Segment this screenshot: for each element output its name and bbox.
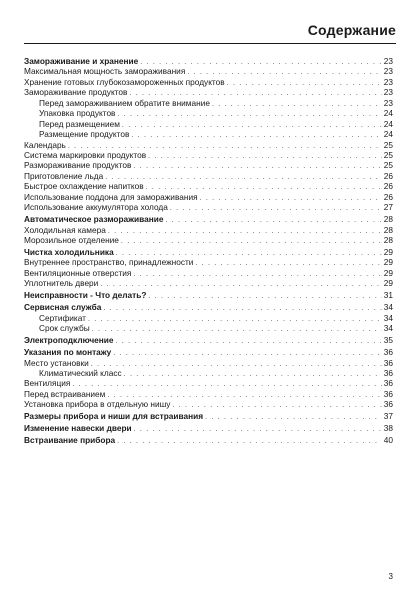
toc-entry-page: 35: [383, 335, 393, 346]
toc-entry-page: 25: [383, 139, 393, 150]
dot-leader: [113, 349, 381, 357]
toc-entry-label: Вентиляция: [24, 378, 71, 389]
dot-leader: [122, 121, 382, 129]
toc-entry-page: 26: [383, 170, 393, 181]
dot-leader: [170, 204, 382, 212]
toc-entry-label: Неисправности - Что делать?: [24, 290, 147, 301]
toc-entry[interactable]: [24, 347, 393, 357]
toc-entry-label: Приготовление льда: [24, 170, 104, 181]
dot-leader: [117, 110, 381, 118]
toc-entry-label: Изменение навески двери: [24, 423, 132, 434]
toc-entry-page: 31: [383, 290, 393, 301]
toc-entry[interactable]: [24, 423, 393, 433]
toc-entry-page: 25: [383, 160, 393, 171]
toc-entry[interactable]: [24, 77, 393, 87]
toc-entry-page: 29: [383, 267, 393, 278]
toc-entry-page: 38: [383, 423, 393, 434]
toc-entry[interactable]: [24, 150, 393, 160]
toc-entry-page: 23: [383, 87, 393, 98]
toc-entry[interactable]: [24, 247, 393, 257]
dot-leader: [227, 79, 382, 87]
toc-entry-page: 34: [383, 312, 393, 323]
toc-entry[interactable]: [24, 87, 393, 97]
toc-entry-page: 25: [383, 149, 393, 160]
page-title: Содержание: [24, 22, 396, 44]
dot-leader: [124, 370, 382, 378]
toc-entry[interactable]: [24, 389, 393, 399]
toc-entry-page: 27: [383, 202, 393, 213]
toc-entry-label: Место установки: [24, 357, 89, 368]
toc-entry-page: 26: [383, 191, 393, 202]
toc-entry[interactable]: [24, 411, 393, 421]
toc-entry[interactable]: [24, 56, 393, 66]
toc-entry[interactable]: [24, 214, 393, 224]
toc-entry-page: 23: [383, 76, 393, 87]
toc-entry-label: Вентиляционные отверстия: [24, 267, 132, 278]
dot-leader: [108, 227, 382, 235]
toc-entry-page: 23: [383, 66, 393, 77]
toc-entry-label: Морозильное отделение: [24, 234, 119, 245]
toc-entry-label: Быстрое охлаждение напитков: [24, 181, 144, 192]
dot-leader: [100, 280, 381, 288]
toc-entry-page: 23: [383, 97, 393, 108]
toc-entry-label: Срок службы: [39, 323, 90, 334]
toc-entry-page: 23: [383, 56, 393, 66]
toc-entry[interactable]: [24, 358, 393, 368]
toc-entry-page: 28: [383, 224, 393, 235]
toc-entry-label: Электроподключение: [24, 335, 114, 346]
toc-entry[interactable]: [24, 225, 393, 235]
toc-entry-page: 29: [383, 278, 393, 289]
toc-entry[interactable]: [24, 129, 393, 139]
toc-entry-page: 36: [383, 367, 393, 378]
dot-leader: [121, 237, 382, 245]
dot-leader: [165, 216, 381, 224]
dot-leader: [68, 142, 382, 150]
toc-entry-label: Перед встраиванием: [24, 388, 106, 399]
toc-entry-label: Уплотнитель двери: [24, 278, 99, 289]
toc-entry-label: Система маркировки продуктов: [24, 149, 147, 160]
dot-leader: [116, 249, 382, 257]
toc-entry[interactable]: [24, 119, 393, 129]
toc-entry-label: Использование аккумулятора холода: [24, 202, 168, 213]
toc-entry[interactable]: [24, 335, 393, 345]
toc-entry-label: Перед размещением: [39, 118, 120, 129]
toc-entry-page: 34: [383, 302, 393, 313]
dot-leader: [205, 413, 382, 421]
toc-entry-label: Размеры прибора и ниши для встраивания: [24, 411, 204, 422]
toc-entry-page: 37: [383, 411, 393, 422]
toc-entry-page: 36: [383, 399, 393, 410]
dot-leader: [117, 437, 382, 445]
toc-entry-label: Размещение продуктов: [39, 129, 130, 140]
toc-entry-label: Климатический класс: [39, 367, 122, 378]
toc-entry[interactable]: [24, 181, 393, 191]
dot-leader: [148, 292, 381, 300]
toc-entry-page: 24: [383, 118, 393, 129]
toc-entry[interactable]: [24, 290, 393, 300]
toc-entry-page: 36: [383, 357, 393, 368]
toc-entry-page: 29: [383, 257, 393, 268]
toc-entry-page: 40: [383, 435, 393, 446]
dot-leader: [133, 162, 381, 170]
toc-entry[interactable]: [24, 192, 393, 202]
toc-entry[interactable]: [24, 278, 393, 288]
dot-leader: [105, 173, 382, 181]
dot-leader: [131, 131, 381, 139]
toc-entry[interactable]: [24, 378, 393, 388]
toc-entry[interactable]: [24, 399, 393, 409]
toc-entry[interactable]: [24, 171, 393, 181]
toc-entry-page: 24: [383, 129, 393, 140]
toc-entry-label: Размораживание продуктов: [24, 160, 132, 171]
dot-leader: [146, 183, 382, 191]
dot-leader: [212, 100, 382, 108]
dot-leader: [107, 391, 381, 399]
toc-entry-label: Использование поддона для замораживания: [24, 191, 198, 202]
page-header: [24, 22, 396, 44]
toc-entry[interactable]: [24, 323, 393, 333]
toc-entry-label: Упаковка продуктов: [39, 108, 116, 119]
dot-leader: [172, 401, 381, 409]
dot-leader: [103, 304, 381, 312]
toc-entry[interactable]: [24, 98, 393, 108]
toc-entry[interactable]: [24, 257, 393, 267]
toc-entry-label: Встраивание прибора: [24, 435, 116, 446]
toc-entry[interactable]: [24, 66, 393, 76]
toc-entry-page: 26: [383, 181, 393, 192]
toc-entry[interactable]: [24, 368, 393, 378]
dot-leader: [129, 89, 381, 97]
toc-entry[interactable]: [24, 108, 393, 118]
toc-entry-label: Сервисная служба: [24, 302, 102, 313]
toc-entry-label: Автоматическое размораживание: [24, 214, 164, 225]
toc-entry-label: Календарь: [24, 139, 66, 150]
toc-entry-label: Указания по монтажу: [24, 347, 112, 358]
toc-entry-label: Замораживание продуктов: [24, 87, 128, 98]
toc-entry-page: 28: [383, 234, 393, 245]
table-of-contents: [24, 56, 393, 446]
dot-leader: [133, 270, 381, 278]
toc-entry[interactable]: [24, 140, 393, 150]
toc-entry-label: Перед замораживанием обратите внимание: [39, 97, 210, 108]
toc-entry-label: Максимальная мощность замораживания: [24, 66, 186, 77]
toc-entry[interactable]: [24, 235, 393, 245]
dot-leader: [187, 68, 381, 76]
dot-leader: [88, 315, 382, 323]
toc-entry-page: 36: [383, 388, 393, 399]
toc-entry-page: 36: [383, 378, 393, 389]
dot-leader: [148, 152, 382, 160]
dot-leader: [200, 194, 382, 202]
dot-leader: [140, 58, 382, 66]
toc-entry[interactable]: [24, 435, 393, 445]
dot-leader: [195, 259, 381, 267]
toc-entry-label: Установка прибора в отдельную нишу: [24, 399, 171, 410]
toc-entry[interactable]: [24, 302, 393, 312]
toc-entry-page: 34: [383, 323, 393, 334]
dot-leader: [92, 325, 382, 333]
toc-entry[interactable]: [24, 160, 393, 170]
toc-entry[interactable]: [24, 313, 393, 323]
toc-entry-label: Сертификат: [39, 312, 86, 323]
dot-leader: [91, 360, 382, 368]
toc-entry-label: Холодильная камера: [24, 224, 106, 235]
toc-entry-label: Замораживание и хранение: [24, 56, 139, 66]
toc-entry-page: 29: [383, 246, 393, 257]
toc-entry-page: 36: [383, 347, 393, 358]
dot-leader: [72, 380, 381, 388]
toc-entry-label: Внутреннее пространство, принадлежности: [24, 257, 194, 268]
page-number: 3: [388, 572, 393, 581]
dot-leader: [134, 425, 382, 433]
toc-entry-label: Хранение готовых глубокозамороженных продуктов: [24, 76, 225, 87]
toc-entry-page: 28: [383, 214, 393, 225]
dot-leader: [116, 337, 382, 345]
toc-entry-label: Чистка холодильника: [24, 246, 114, 257]
toc-entry[interactable]: [24, 268, 393, 278]
toc-entry-page: 24: [383, 108, 393, 119]
toc-entry[interactable]: [24, 202, 393, 212]
